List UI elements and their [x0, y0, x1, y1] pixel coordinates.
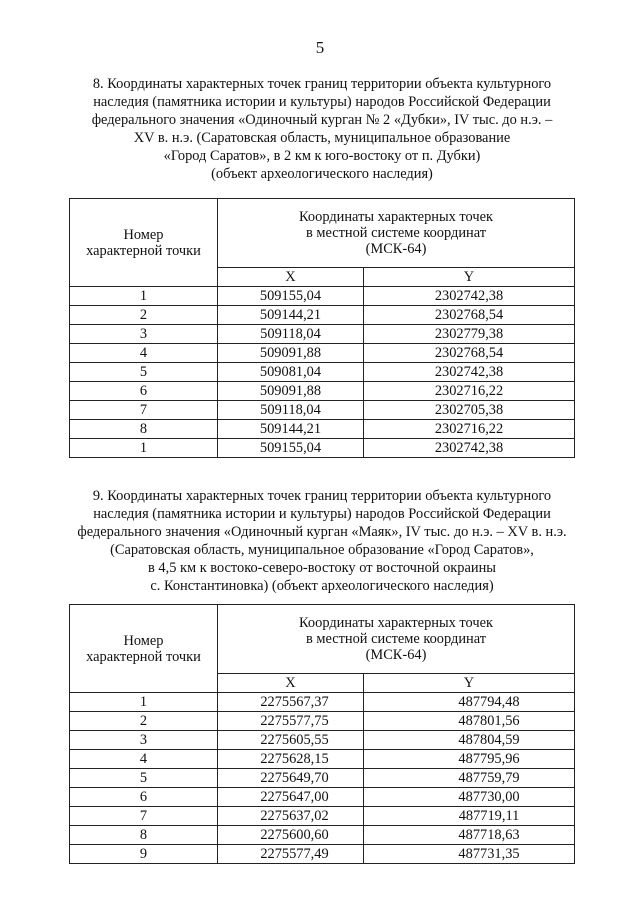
point-number-header	[70, 605, 218, 693]
header-line: Координаты характерных точек	[299, 615, 493, 631]
heading-line: наследия (памятника истории и культуры) народов Российской Федерации	[93, 506, 551, 522]
y-coordinate-cell: 487719,11	[364, 807, 575, 826]
header-line: (МСК-64)	[365, 647, 427, 663]
point-number-cell: 5	[70, 769, 218, 788]
x-coordinate-cell: 509118,04	[218, 401, 364, 420]
y-coordinate-cell: 2302742,38	[364, 287, 575, 306]
y-coordinate-cell: 2302742,38	[364, 439, 575, 458]
table-row	[70, 807, 575, 826]
x-coordinate-cell: 2275600,60	[218, 826, 364, 845]
point-number-cell: 2	[70, 306, 218, 325]
section-9-heading	[62, 487, 582, 595]
table-row	[70, 344, 575, 363]
heading-line: с. Константиновка) (объект археологического наследия)	[150, 578, 494, 594]
x-coordinate-cell: 509091,88	[218, 344, 364, 363]
x-coordinate-cell: 509155,04	[218, 287, 364, 306]
point-number-header	[70, 199, 218, 287]
point-number-cell: 1	[70, 693, 218, 712]
table-row	[70, 769, 575, 788]
y-coordinate-cell: 2302716,22	[364, 420, 575, 439]
y-coordinate-cell: 487730,00	[364, 788, 575, 807]
x-coordinate-cell: 509155,04	[218, 439, 364, 458]
y-coordinate-cell: 2302716,22	[364, 382, 575, 401]
heading-line: в 4,5 км к востоко-северо-востоку от восточной окраины	[148, 560, 496, 576]
point-number-cell: 7	[70, 807, 218, 826]
table-row	[70, 712, 575, 731]
table-row	[70, 731, 575, 750]
page-number: 5	[315, 38, 325, 57]
x-coordinate-cell: 509091,88	[218, 382, 364, 401]
table-row	[70, 439, 575, 458]
coordinates-table-9	[69, 604, 575, 864]
point-number-cell: 5	[70, 363, 218, 382]
heading-line: 8. Координаты характерных точек границ территории объекта культурного	[92, 76, 552, 92]
y-coordinate-cell: 487731,35	[364, 845, 575, 864]
table-row	[70, 845, 575, 864]
table-row	[70, 382, 575, 401]
x-coordinate-cell: 2275647,00	[218, 788, 364, 807]
y-coordinate-cell: 2302779,38	[364, 325, 575, 344]
y-column-header: Y	[364, 268, 575, 287]
point-number-cell: 3	[70, 325, 218, 344]
header-line: Номер	[123, 226, 164, 243]
header-line: в местной системе координат	[305, 631, 487, 647]
heading-line: XV в. н.э. (Саратовская область, муниципальное образование	[133, 130, 511, 146]
table-row	[70, 401, 575, 420]
x-coordinate-cell: 509081,04	[218, 363, 364, 382]
heading-line: федерального значения «Одиночный курган «Маяк», IV тыс. до н.э. – XV в. н.э.	[77, 524, 567, 540]
x-coordinate-cell: 2275605,55	[218, 731, 364, 750]
header-line: (МСК-64)	[365, 241, 427, 257]
table-row	[70, 788, 575, 807]
y-coordinate-cell: 2302768,54	[364, 306, 575, 325]
table-row	[70, 287, 575, 306]
y-coordinate-cell: 487759,79	[364, 769, 575, 788]
coordinates-header	[218, 199, 575, 268]
table-row	[70, 325, 575, 344]
y-coordinate-cell: 2302705,38	[364, 401, 575, 420]
table-row	[70, 363, 575, 382]
coordinates-header	[218, 605, 575, 674]
point-number-cell: 2	[70, 712, 218, 731]
x-coordinate-cell: 2275628,15	[218, 750, 364, 769]
x-coordinate-cell: 509144,21	[218, 420, 364, 439]
section-8-heading	[62, 75, 582, 183]
heading-line: наследия (памятника истории и культуры) народов Российской Федерации	[93, 94, 551, 110]
point-number-cell: 6	[70, 788, 218, 807]
y-coordinate-cell: 487795,96	[364, 750, 575, 769]
point-number-cell: 4	[70, 344, 218, 363]
coordinates-table-8	[69, 198, 575, 458]
y-coordinate-cell: 2302768,54	[364, 344, 575, 363]
x-column-header: X	[218, 268, 364, 287]
table-row	[70, 306, 575, 325]
table-body	[70, 287, 575, 458]
point-number-cell: 1	[70, 287, 218, 306]
x-column-header: X	[218, 674, 364, 693]
point-number-cell: 9	[70, 845, 218, 864]
table-row	[70, 750, 575, 769]
y-coordinate-cell: 2302742,38	[364, 363, 575, 382]
header-line: Номер	[123, 632, 164, 649]
x-coordinate-cell: 509118,04	[218, 325, 364, 344]
point-number-cell: 8	[70, 420, 218, 439]
heading-line: «Город Саратов», в 2 км к юго-востоку от п. Дубки)	[163, 148, 481, 164]
table-row	[70, 826, 575, 845]
y-column-header: Y	[364, 674, 575, 693]
x-coordinate-cell: 2275577,49	[218, 845, 364, 864]
table-row	[70, 420, 575, 439]
x-coordinate-cell: 2275637,02	[218, 807, 364, 826]
x-coordinate-cell: 2275567,37	[218, 693, 364, 712]
table-row	[70, 693, 575, 712]
y-coordinate-cell: 487801,56	[364, 712, 575, 731]
table-body	[70, 693, 575, 864]
heading-line: (Саратовская область, муниципальное образование «Город Саратов»,	[110, 542, 534, 558]
header-line: в местной системе координат	[305, 225, 487, 241]
header-line: Координаты характерных точек	[299, 209, 493, 225]
x-coordinate-cell: 2275649,70	[218, 769, 364, 788]
point-number-cell: 3	[70, 731, 218, 750]
heading-line: федерального значения «Одиночный курган № 2 «Дубки», IV тыс. до н.э. –	[91, 112, 553, 128]
y-coordinate-cell: 487794,48	[364, 693, 575, 712]
point-number-cell: 8	[70, 826, 218, 845]
y-coordinate-cell: 487718,63	[364, 826, 575, 845]
point-number-cell: 7	[70, 401, 218, 420]
point-number-cell: 1	[70, 439, 218, 458]
header-line: характерной точки	[86, 242, 201, 259]
point-number-cell: 6	[70, 382, 218, 401]
heading-line: 9. Координаты характерных точек границ территории объекта культурного	[92, 488, 552, 504]
header-line: характерной точки	[86, 648, 201, 665]
x-coordinate-cell: 2275577,75	[218, 712, 364, 731]
point-number-cell: 4	[70, 750, 218, 769]
y-coordinate-cell: 487804,59	[364, 731, 575, 750]
x-coordinate-cell: 509144,21	[218, 306, 364, 325]
heading-line: (объект археологического наследия)	[211, 166, 433, 182]
